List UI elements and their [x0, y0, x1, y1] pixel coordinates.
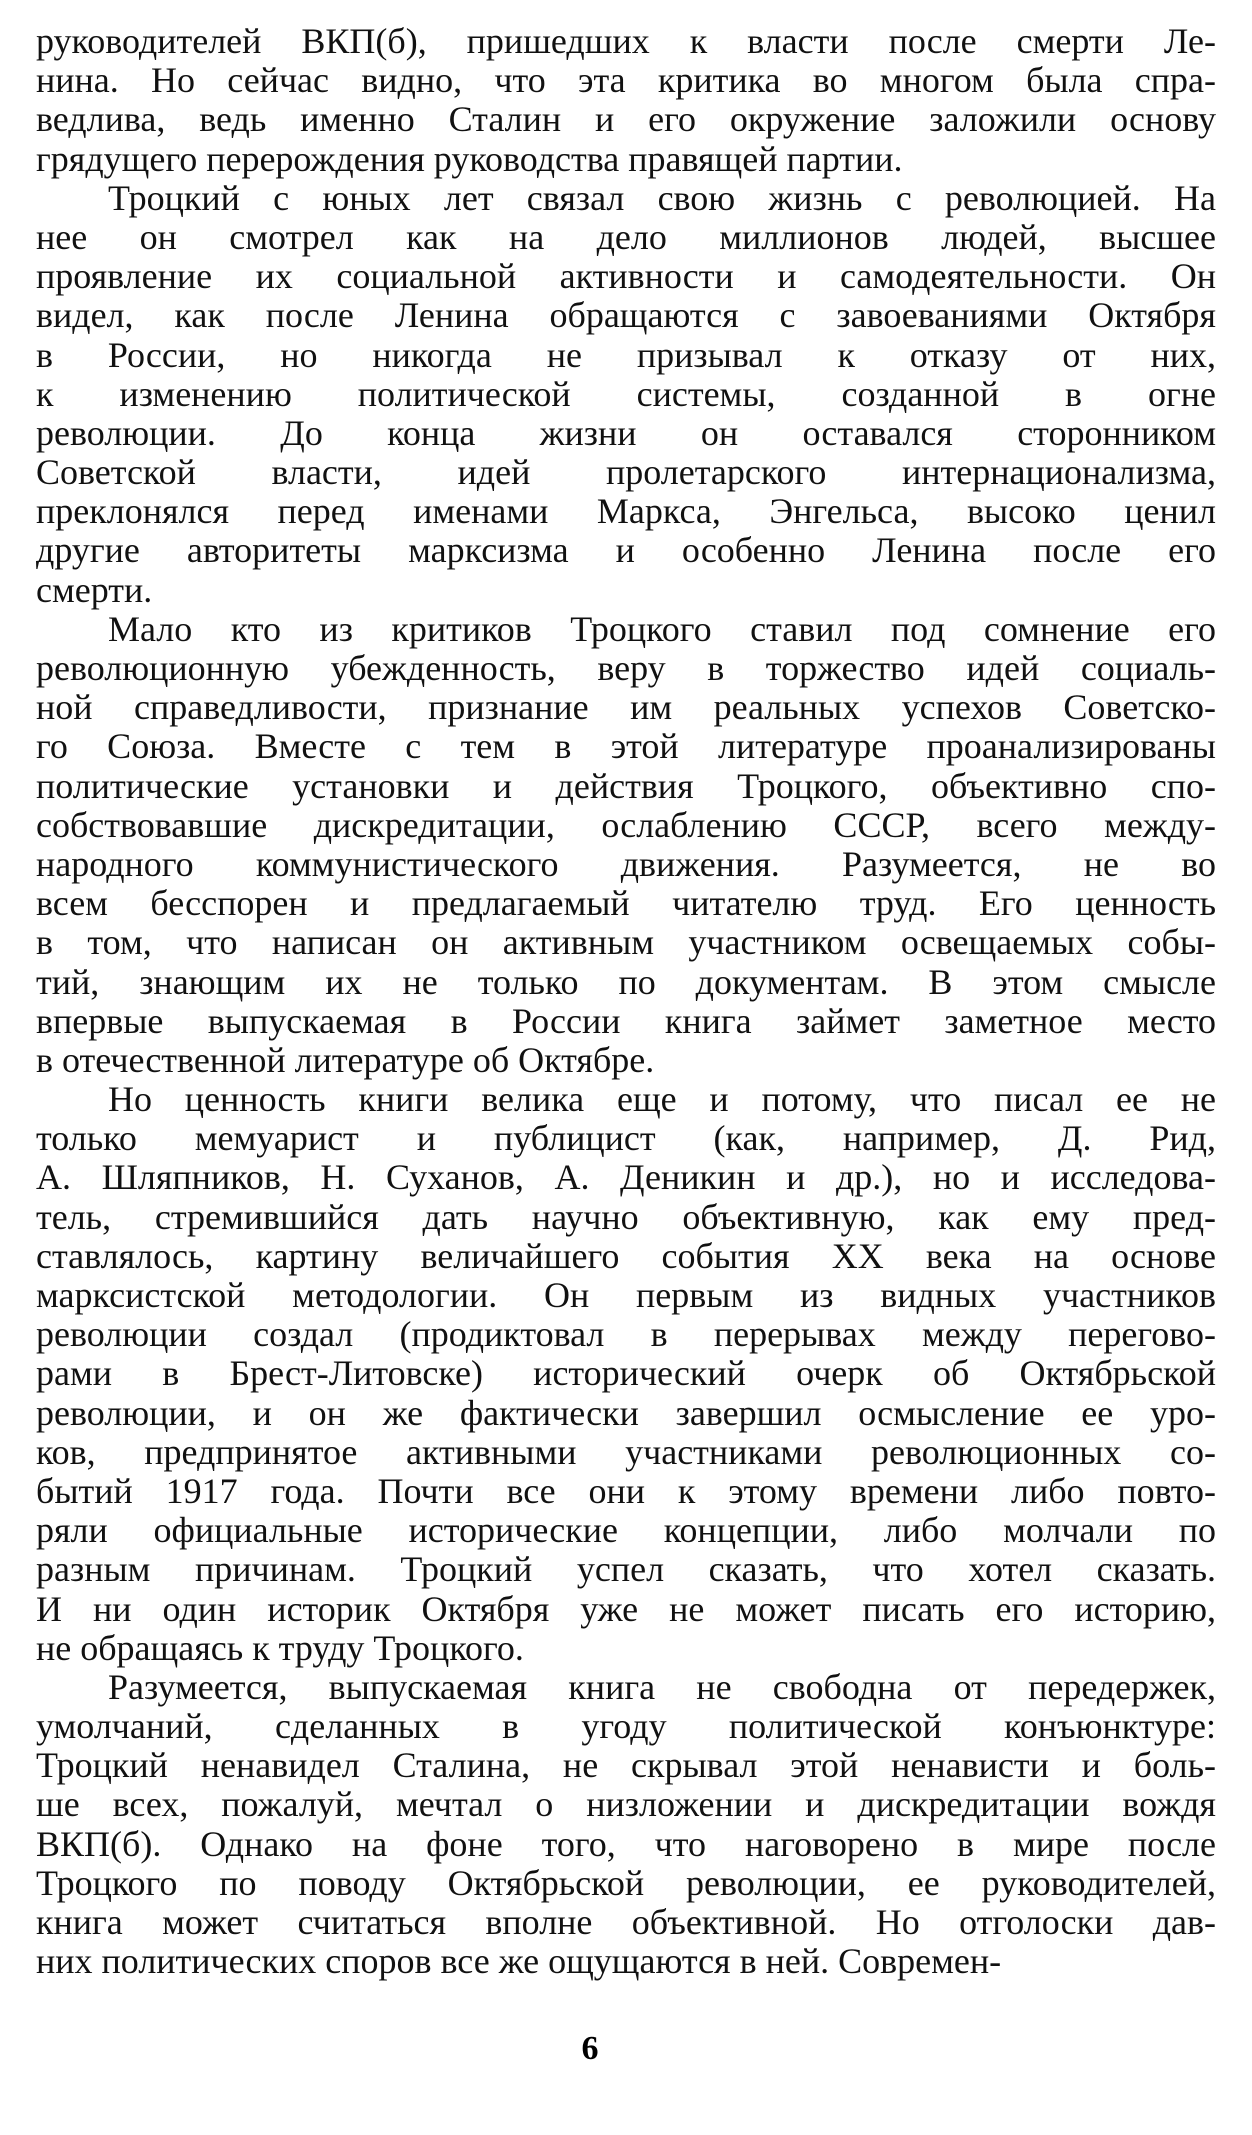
text-line: революции. До конца жизни он оставался сторонником: [36, 413, 1216, 453]
page-number: 6: [581, 2030, 599, 2067]
text-line: видел, как после Ленина обращаются с завоеваниями Октября: [36, 296, 1216, 336]
text-line: ряли официальные исторические концепции, либо молчали по: [36, 1511, 1216, 1551]
text-line: ставлялось, картину величайшего события XX века на основе: [36, 1236, 1216, 1276]
text-line: руководителей ВКП(б), пришедших к власти после смерти Ле-: [36, 22, 1216, 61]
text-line: А. Шляпников, Н. Суханов, А. Деникин и др.), но и исследова-: [36, 1158, 1216, 1198]
text-line: в отечественной литературе об Октябре.: [36, 1040, 655, 1080]
text-line: впервые выпускаемая в России книга займет заметное место: [36, 1001, 1216, 1041]
text-line: книга может считаться вполне объективной. Но отголоски дав-: [36, 1903, 1216, 1942]
text-line: к изменению политической системы, созданной в огне: [36, 374, 1216, 414]
text-line: революционную убежденность, веру в торжество идей социаль-: [36, 649, 1216, 688]
text-line: них политических споров все же ощущаются в ней. Современ-: [36, 1942, 1002, 1982]
text-line: проявление их социальной активности и самодеятельности. Он: [36, 257, 1216, 297]
text-line: всем бесспорен и предлагаемый читателю труд. Его ценность: [36, 884, 1216, 924]
text-line: ков, предпринятое активными участниками революционных со-: [36, 1432, 1216, 1472]
text-line: революции, и он же фактически завершил осмысление ее уро-: [36, 1393, 1216, 1433]
text-body: [36, 22, 1216, 1981]
text-line: И ни один историк Октября уже не может писать его историю,: [36, 1589, 1216, 1629]
text-line: грядущего перерождения руководства правящей партии.: [36, 139, 903, 179]
text-line: только мемуарист и публицист (как, например, Д. Рид,: [36, 1119, 1216, 1159]
text-line: разным причинам. Троцкий успел сказать, что хотел сказать.: [36, 1550, 1216, 1590]
text-line: смерти.: [36, 570, 153, 610]
text-line: другие авторитеты марксизма и особенно Ленина после его: [36, 531, 1216, 571]
paragraph: [36, 1080, 1216, 1668]
paragraph: [36, 610, 1216, 1080]
text-line: революции создал (продиктовал в перерывах между перегово-: [36, 1315, 1216, 1355]
text-line: политические установки и действия Троцкого, объективно спо-: [36, 766, 1216, 806]
text-line: Мало кто из критиков Троцкого ставил под сомнение его: [108, 609, 1216, 649]
text-line: собствовавшие дискредитации, ослаблению СССР, всего между-: [36, 805, 1216, 845]
text-line: ВКП(б). Однако на фоне того, что наговорено в мире после: [36, 1824, 1216, 1864]
text-line: тель, стремившийся дать научно объективную, как ему пред-: [36, 1197, 1216, 1237]
text-line: нина. Но сейчас видно, что эта критика во многом была спра-: [36, 61, 1216, 101]
text-line: ше всех, пожалуй, мечтал о низложении и дискредитации вождя: [36, 1785, 1216, 1825]
text-line: тий, знающим их не только по документам. В этом смысле: [36, 962, 1216, 1002]
paragraph: [36, 1668, 1216, 1982]
text-line: ной справедливости, признание им реальных успехов Советско-: [36, 688, 1216, 728]
text-line: нее он смотрел как на дело миллионов людей, высшее: [36, 217, 1216, 257]
text-line: Советской власти, идей пролетарского интернационализма,: [36, 453, 1216, 493]
paragraph: [36, 179, 1216, 610]
book-page: [36, 22, 1216, 2117]
text-line: Троцкий ненавидел Сталина, не скрывал этой ненависти и боль-: [36, 1746, 1216, 1786]
text-line: ведлива, ведь именно Сталин и его окружение заложили основу: [36, 100, 1216, 140]
text-line: Троцкий с юных лет связал свою жизнь с революцией. На: [108, 178, 1216, 218]
text-line: умолчаний, сделанных в угоду политической конъюнктуре:: [36, 1707, 1216, 1747]
text-line: го Союза. Вместе с тем в этой литературе проанализированы: [36, 727, 1216, 767]
text-line: в России, но никогда не призывал к отказу от них,: [36, 335, 1216, 375]
text-line: в том, что написан он активным участником освещаемых собы-: [36, 923, 1216, 963]
text-line: народного коммунистического движения. Разумеется, не во: [36, 844, 1216, 884]
text-line: Разумеется, выпускаемая книга не свободна от передержек,: [108, 1667, 1216, 1707]
text-line: не обращаясь к труду Троцкого.: [36, 1628, 524, 1668]
text-line: преклонялся перед именами Маркса, Энгельса, высоко ценил: [36, 492, 1216, 532]
text-line: бытий 1917 года. Почти все они к этому времени либо повто-: [36, 1471, 1216, 1511]
text-line: марксистской методологии. Он первым из видных участников: [36, 1276, 1216, 1315]
text-line: рами в Брест-Литовске) исторический очерк об Октябрьской: [36, 1354, 1216, 1394]
paragraph: [36, 22, 1216, 179]
text-line: Троцкого по поводу Октябрьской революции, ее руководителей,: [36, 1863, 1216, 1903]
text-line: Но ценность книги велика еще и потому, что писал ее не: [108, 1080, 1216, 1120]
